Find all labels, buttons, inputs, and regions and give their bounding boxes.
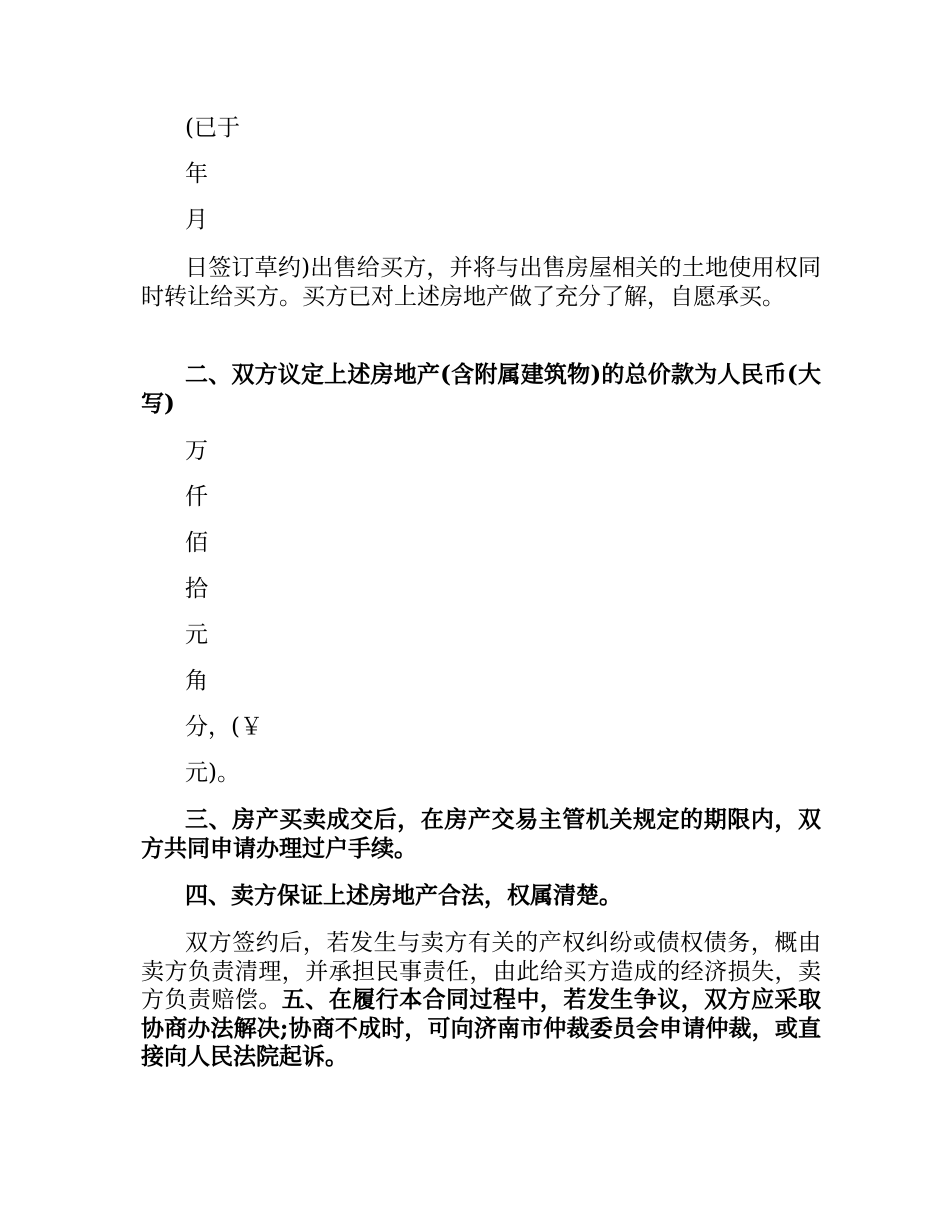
clause-two-price: 二、双方议定上述房地产(含附属建筑物)的总价款为人民币(大写) <box>141 361 821 417</box>
amount-unit-shi: 拾 <box>185 576 208 602</box>
clause-five-arbitration: 五、在履行本合同过程中，若发生争议，双方应采取协商办法解决;协商不成时，可向济南市仲裁委员会申请仲裁，或直接向人民法院起诉。 <box>141 986 822 1070</box>
amount-yuan-close: 元)。 <box>185 760 240 786</box>
paragraph-sale-transfer: 日签订草约)出售给买方，并将与出售房屋相关的土地使用权同时转让给买方。买方已对上述房地产做了充分了解，自愿承买。 <box>141 255 821 310</box>
clause-three-transfer: 三、房产买卖成交后，在房产交易主管机关规定的期限内，双方共同申请办理过户手续。 <box>141 806 821 862</box>
amount-unit-yuan: 元 <box>185 622 208 648</box>
text-line-year: 年 <box>185 161 208 187</box>
paragraph-disputes <box>141 929 821 1072</box>
text-line-month: 月 <box>185 207 208 233</box>
amount-unit-bai: 佰 <box>185 530 208 556</box>
liability-text: 双方签约后，若发生与卖方有关的产权纠纷或债权债务，概由卖方负责清理，并承担民事责任，由此给买方造成的经济损失，卖方负责赔偿。 <box>141 930 821 1013</box>
amount-unit-jiao: 角 <box>185 668 208 694</box>
text-line-date-open: (已于 <box>185 115 240 141</box>
amount-unit-wan: 万 <box>185 438 208 464</box>
amount-unit-qian: 仟 <box>185 484 208 510</box>
amount-unit-fen: 分，(￥ <box>185 714 263 740</box>
clause-four-guarantee: 四、卖方保证上述房地产合法，权属清楚。 <box>185 882 622 909</box>
